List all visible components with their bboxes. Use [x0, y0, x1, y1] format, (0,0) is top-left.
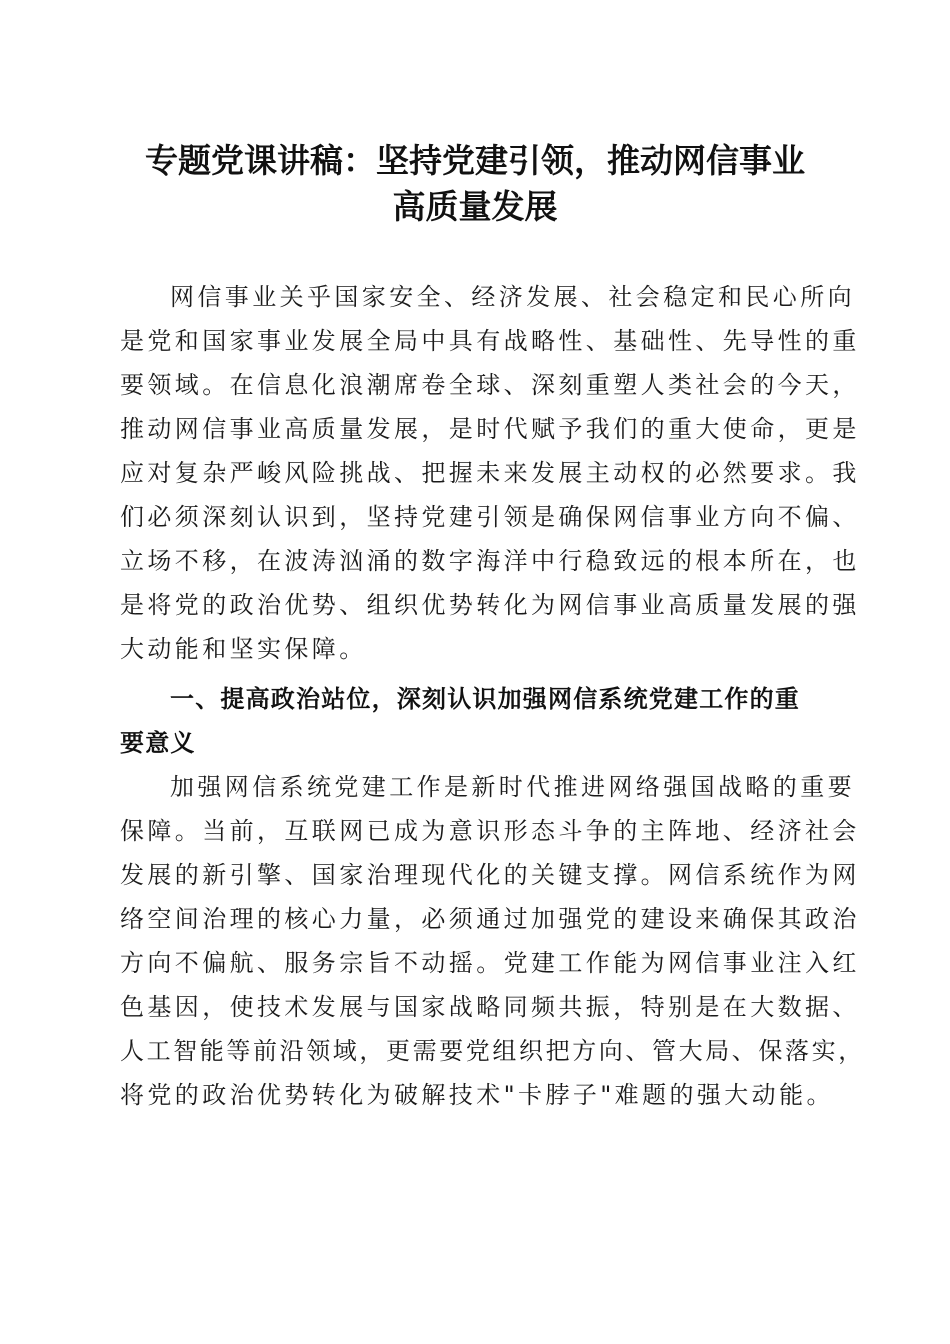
paragraph-2-line-3: 发展的新引擎、国家治理现代化的关键支撑。网信系统作为网 — [120, 861, 860, 889]
paragraph-2-line-1: 加强网信系统党建工作是新时代推进网络强国战略的重要 — [170, 773, 855, 801]
paragraph-1-line-7: 立场不移，在波涛汹涌的数字海洋中行稳致远的根本所在，也 — [120, 547, 860, 575]
paragraph-1-line-2: 是党和国家事业发展全局中具有战略性、基础性、先导性的重 — [120, 327, 860, 355]
document-title-line-1: 专题党课讲稿：坚持党建引领，推动网信事业 — [145, 141, 805, 180]
paragraph-2-line-2: 保障。当前，互联网已成为意识形态斗争的主阵地、经济社会 — [120, 817, 860, 845]
paragraph-1-line-9: 大动能和坚实保障。 — [120, 635, 367, 663]
paragraph-1-line-1: 网信事业关乎国家安全、经济发展、社会稳定和民心所向 — [170, 283, 855, 311]
paragraph-1-line-5: 应对复杂严峻风险挑战、把握未来发展主动权的必然要求。我 — [120, 459, 860, 487]
section-heading-line-2: 要意义 — [120, 729, 196, 757]
paragraph-2-line-7: 人工智能等前沿领域，更需要党组织把方向、管大局、保落实， — [120, 1037, 865, 1065]
paragraph-2-line-4: 络空间治理的核心力量，必须通过加强党的建设来确保其政治 — [120, 905, 860, 933]
document-title-line-2: 高质量发展 — [392, 187, 558, 226]
paragraph-2-line-5: 方向不偏航、服务宗旨不动摇。党建工作能为网信事业注入红 — [120, 949, 860, 977]
paragraph-2-line-6: 色基因，使技术发展与国家战略同频共振，特别是在大数据、 — [120, 993, 860, 1021]
paragraph-1-line-3: 要领域。在信息化浪潮席卷全球、深刻重塑人类社会的今天， — [120, 371, 860, 399]
section-heading-line-1: 一、提高政治站位，深刻认识加强网信系统党建工作的重 — [170, 685, 800, 713]
paragraph-1-line-6: 们必须深刻认识到，坚持党建引领是确保网信事业方向不偏、 — [120, 503, 860, 531]
paragraph-1-line-8: 是将党的政治优势、组织优势转化为网信事业高质量发展的强 — [120, 591, 860, 619]
paragraph-2-line-8: 将党的政治优势转化为破解技术"卡脖子"难题的强大动能。 — [120, 1081, 834, 1109]
paragraph-1-line-4: 推动网信事业高质量发展，是时代赋予我们的重大使命，更是 — [120, 415, 860, 443]
